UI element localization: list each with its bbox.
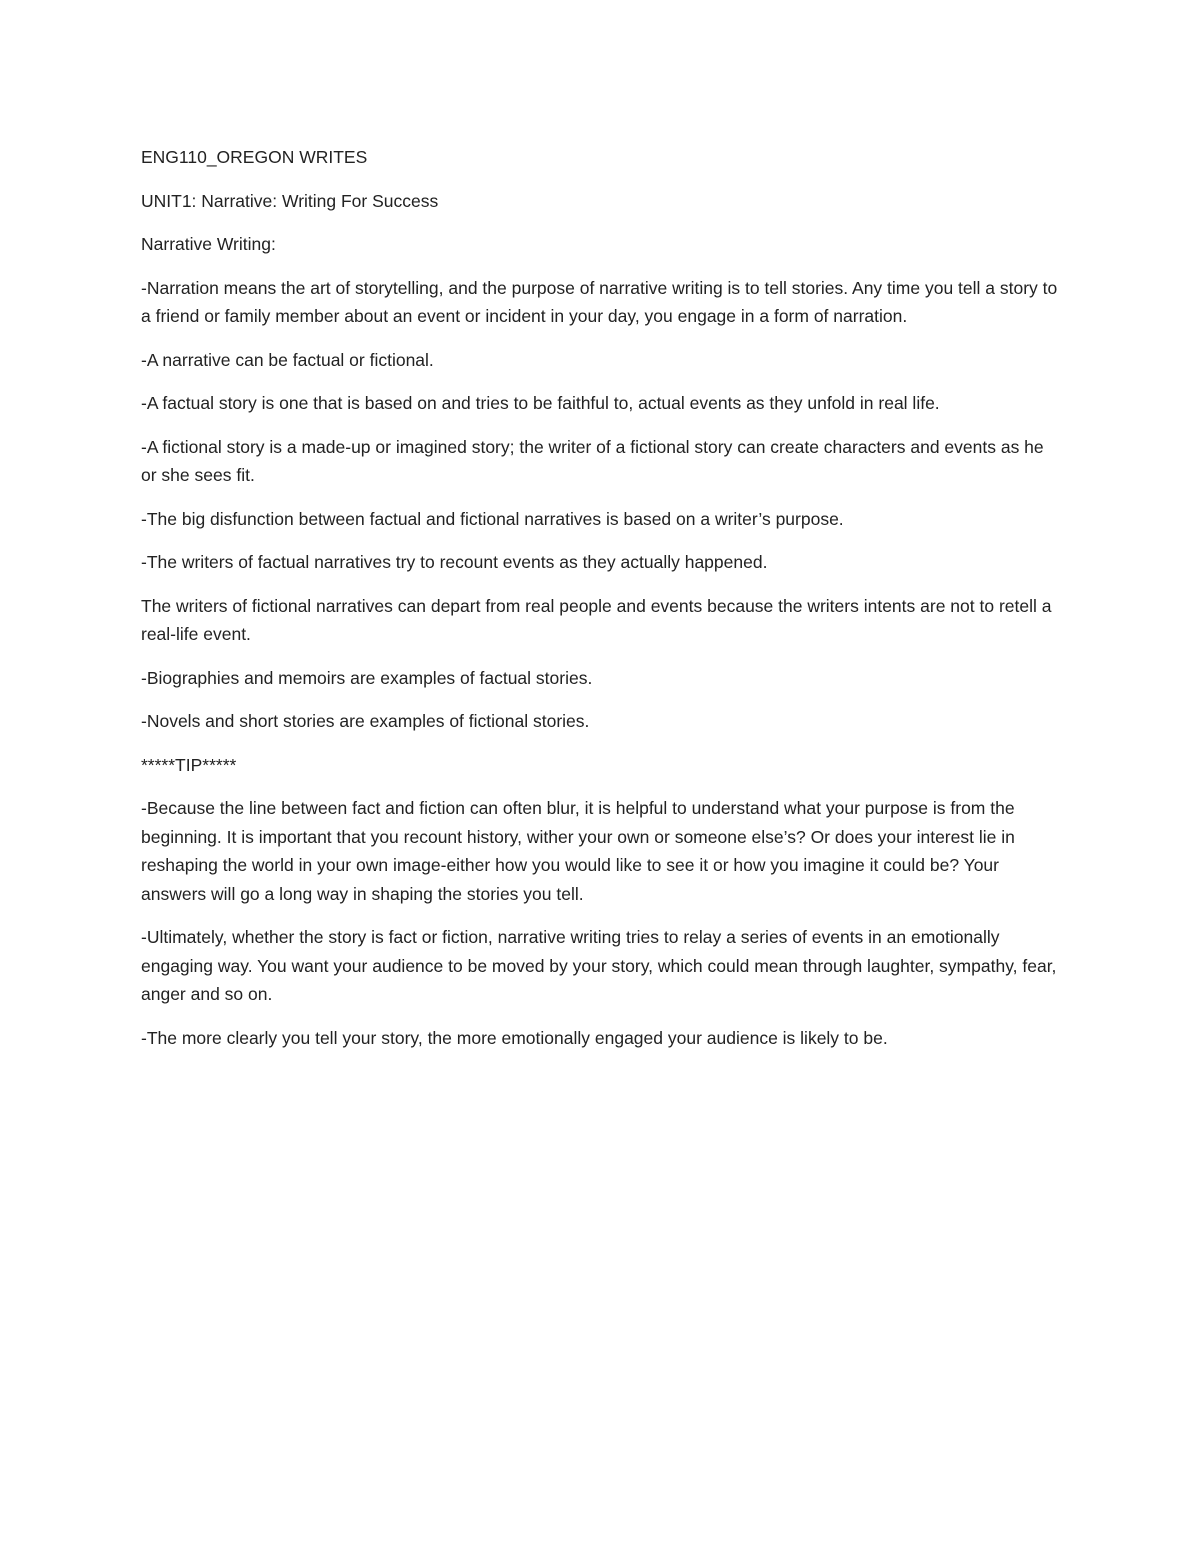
unit-heading: UNIT1: Narrative: Writing For Success (141, 190, 439, 211)
paragraph-fictional-writers: The writers of fictional narratives can depart from real people and events because the writers intents are not to retell a real-life event. (141, 595, 1052, 644)
paragraph-factual-examples: -Biographies and memoirs are examples of factual stories. (141, 667, 593, 688)
tip-paragraph-clarity: -The more clearly you tell your story, the more emotionally engaged your audience is likely to be. (141, 1027, 888, 1048)
paragraph-factual-story: -A factual story is one that is based on and tries to be faithful to, actual events as they unfold in real life. (141, 393, 940, 413)
tip-paragraph-emotion: -Ultimately, whether the story is fact or fiction, narrative writing tries to relay a series of events in an emotionally engaging way. You want your audience to be moved by your story, which could mean through laughter, sympathy, fear, anger and so on. (141, 927, 1057, 1004)
document-body (141, 143, 1061, 1067)
tip-label: *****TIP***** (141, 754, 237, 775)
paragraph-fictional-examples: -Novels and short stories are examples of fictional stories. (141, 711, 590, 731)
paragraph-factual-writers: -The writers of factual narratives try to recount events as they actually happened. (141, 552, 768, 572)
tip-paragraph-purpose: -Because the line between fact and fiction can often blur, it is helpful to understand what your purpose is from the beginning. It is important that you recount history, wither your own or someone else’s? Or does your interest lie in reshaping the world in your own image-either how you would like to see it or how you imagine it could be? Your answers will go a long way in shaping the stories you tell. (141, 798, 1015, 904)
paragraph-big-disfunction: -The big disfunction between factual and fictional narratives is based on a writer’s purpose. (141, 508, 844, 529)
paragraph-fictional-story: -A fictional story is a made-up or imagined story; the writer of a fictional story can create characters and events as he or she sees fit. (141, 436, 1044, 485)
document-title: ENG110_OREGON WRITES (141, 147, 368, 167)
paragraph-narration-definition: -Narration means the art of storytelling, and the purpose of narrative writing is to tell stories. Any time you tell a story to a friend or family member about an event or incident in your day, you engage in a form of narration. (141, 277, 1058, 326)
paragraph-factual-or-fictional: -A narrative can be factual or fictional. (141, 349, 434, 370)
section-heading: Narrative Writing: (141, 234, 276, 254)
